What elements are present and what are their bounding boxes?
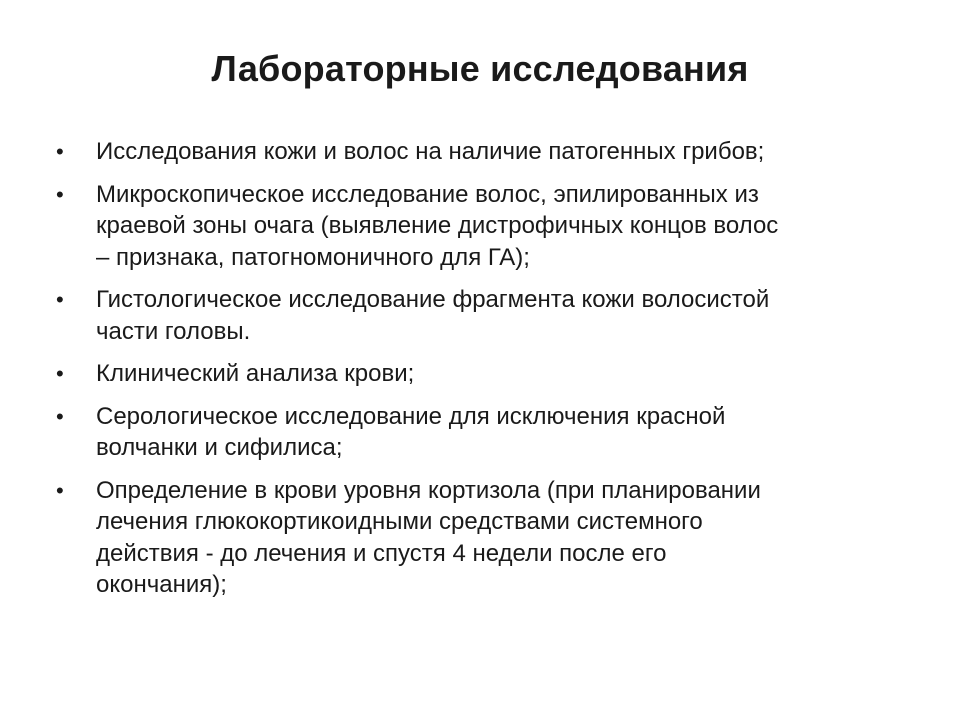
bullet-line: краевой зоны очага (выявление дистрофичных концов волос [96,212,779,239]
bullet-line: части головы. [96,317,251,345]
bullet-item [56,475,906,601]
bullet-line: окончания); [96,571,227,598]
bullet-icon: • [56,181,64,207]
bullet-line: волчанки и сифилиса; [96,434,343,461]
bullet-icon: • [56,139,64,164]
bullet-line: лечения глюкокортикоидными средствами системного [96,508,703,535]
bullet-icon: • [56,361,64,386]
slide-title: Лабораторные исследования [211,48,749,89]
bullet-line: Исследования кожи и волос на наличие патогенных грибов; [96,138,765,165]
bullet-line: Определение в крови уровня кортизола (при планировании [96,476,761,504]
bullet-line: Клинический анализа крови; [96,360,415,387]
bullet-icon: • [56,477,64,503]
bullet-item [56,401,906,464]
bullet-item [56,179,906,274]
bullet-line: – признака, патогномоничного для ГА); [96,243,530,271]
bullet-line: Гистологическое исследование фрагмента кожи волосистой [96,286,770,313]
bullet-item [56,136,906,168]
bullet-list [56,136,906,612]
bullet-item [56,358,906,390]
bullet-line: действия - до лечения и спустя 4 недели после его [96,539,667,567]
bullet-line: Микроскопическое исследование волос, эпилированных из [96,180,759,208]
bullet-line: Серологическое исследование для исключения красной [96,402,726,430]
bullet-item [56,284,906,347]
bullet-icon: • [56,403,64,429]
bullet-icon: • [56,287,64,312]
